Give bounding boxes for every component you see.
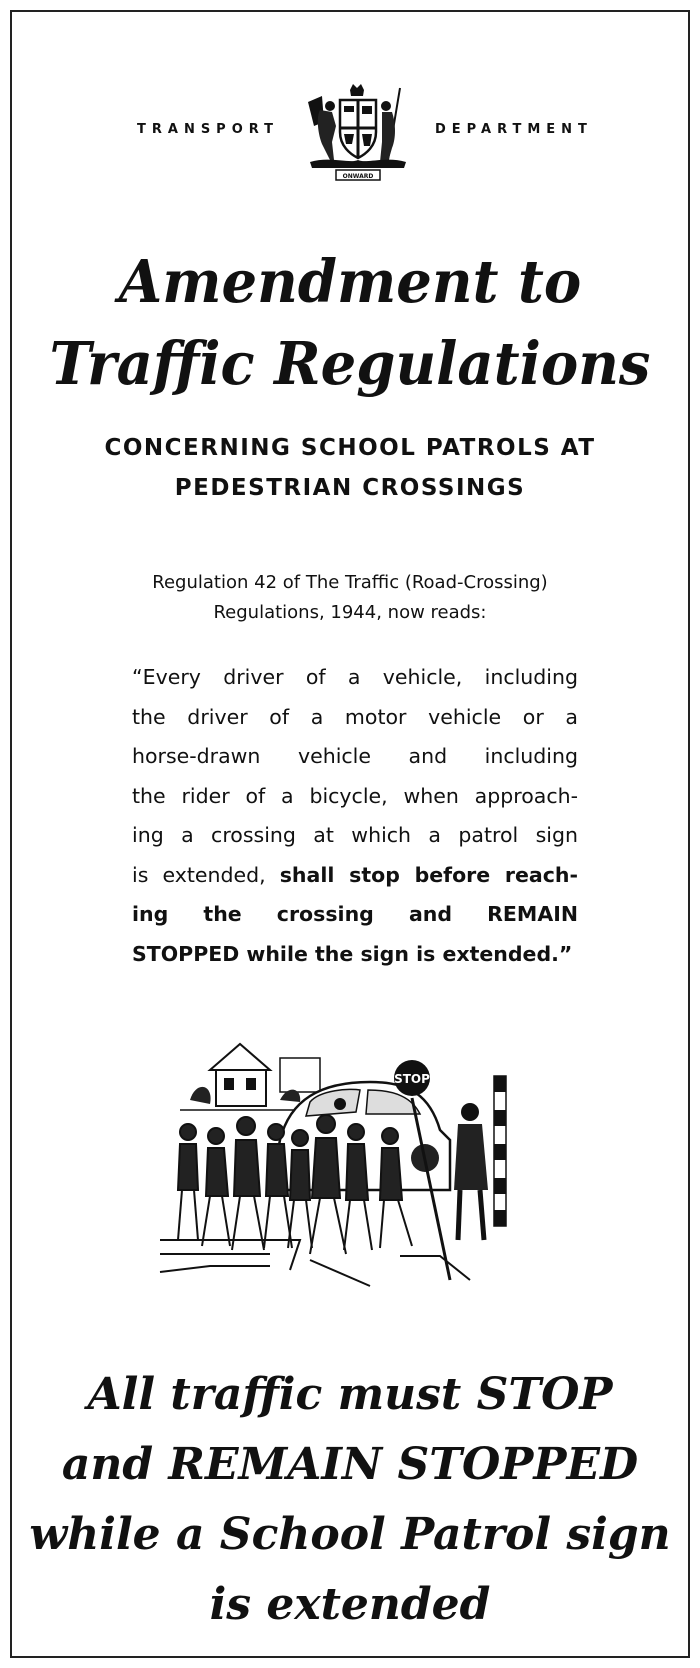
title-line-2: Traffic Regulations (49, 329, 651, 399)
title-line-1: Amendment to (118, 247, 582, 317)
quote-line-2: the driver of a motor vehicle or a (132, 704, 578, 729)
header (0, 80, 700, 180)
slogan-line-3: while a School Patrol sign (29, 1509, 671, 1560)
page-title (0, 241, 700, 405)
regulation-quote (132, 658, 578, 974)
quote-line-8-bold: STOPPED while the sign is extended.” (132, 941, 573, 966)
coat-of-arms-icon (300, 82, 415, 182)
quote-line-6-plain: is extended, (132, 862, 280, 887)
quote-line-1: “Every driver of a vehicle, including (132, 665, 578, 689)
slogan-line-1: All traffic must STOP (87, 1369, 613, 1420)
dept-right-label: DEPARTMENT (435, 122, 593, 137)
quote-line-4: the rider of a bicycle, when approach- (132, 783, 578, 808)
closing-slogan (0, 1360, 700, 1640)
quote-line-8 (132, 935, 578, 975)
subtitle (0, 428, 700, 508)
slogan-line-4: is extended (209, 1579, 491, 1630)
quote-line-7 (132, 895, 578, 935)
subtitle-line-2: PEDESTRIAN CROSSINGS (174, 475, 526, 501)
stop-sign-text: STOP (394, 1072, 430, 1086)
quote-line-6 (132, 856, 578, 896)
dept-left-label: TRANSPORT (137, 122, 280, 137)
slogan-line-2: and REMAIN STOPPED (61, 1439, 639, 1490)
quote-line-7-bold: ing the crossing and REMAIN (132, 902, 578, 926)
quote-line-6-bold: shall stop before reach- (279, 862, 578, 887)
quote-line-5: ing a crossing at which a patrol sign (132, 823, 578, 847)
intro-line-2: Regulations, 1944, now reads: (213, 602, 487, 623)
quote-line-3: horse-drawn vehicle and including (132, 744, 578, 768)
school-patrol-crossing-illustration (150, 1040, 550, 1300)
intro-paragraph (60, 568, 640, 628)
crest-motto: ONWARD (342, 173, 374, 180)
intro-line-1: Regulation 42 of The Traffic (Road-Crossing) (152, 572, 548, 593)
subtitle-line-1: CONCERNING SCHOOL PATROLS AT (104, 435, 596, 461)
